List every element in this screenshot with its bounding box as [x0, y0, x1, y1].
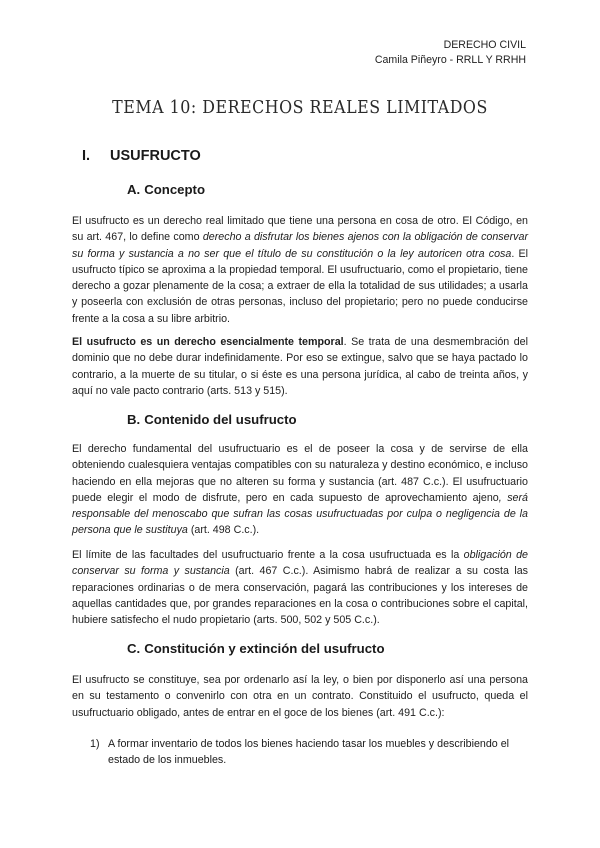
paragraph-concepto-2: [72, 334, 528, 399]
page-title: TEMA 10: DERECHOS REALES LIMITADOS: [112, 97, 488, 118]
text-run: . El usufructo típico se aproxima a la propiedad temporal. El usufructuario, como el propietario, tiene derecho a gozar plenamente de la cosa; a extraer de ella la totalidad de sus utilidades; a usarla y poseerla con exclusión de otras personas, incluso del propietario; pero no puede conducirse frente a la cosa a su libre arbitrio.: [72, 247, 528, 325]
list-item-number: 1): [90, 738, 100, 750]
subsection-heading-c: [127, 641, 385, 656]
subsection-letter: C.: [127, 641, 141, 656]
list-item-text: A formar inventario de todos los bienes haciendo tasar los muebles y describiendo el estado de los inmuebles.: [108, 738, 510, 767]
italic-run: obligación de conservar su forma y sustancia: [72, 549, 528, 578]
section-number: I.: [82, 148, 91, 164]
text-run: El derecho fundamental del usufructuario es el de poseer la cosa y de servirse de ella obteniendo cualesquiera ventajas compatibles con su naturaleza y destino económico, e incluso haciendo en ella mejoras que no alteren su forma y sustancia (art. 487 C.c.). El usufructuario puede elegir el modo de disfrute, pero en cada supuesto de aprovechamiento ajeno: [72, 443, 528, 504]
text-run: El usufructo se constituye, sea por ordenarlo así la ley, o bien por disponerlo así una persona en su testamento o convenirlo con otra en un contrato. Constituido el usufructo, queda el usufructuario obligado, antes de entrar en el goce de los bienes (art. 491 C.c.):: [72, 674, 528, 719]
subsection-heading-b: [127, 412, 297, 427]
bold-run: El usufructo es un derecho esencialmente temporal: [72, 336, 344, 348]
subsection-letter: A.: [127, 182, 141, 197]
author-line: Camila Piñeyro - RRLL Y RRHH: [374, 54, 526, 66]
paragraph-constitucion-1: [72, 672, 528, 721]
paragraph-contenido-1: [72, 441, 528, 539]
text-run: . Se trata de una desmembración del dominio que no debe durar indefinidamente. Por eso se extingue, salvo que se haya pactado lo contrario, a la muerte de su titular, o si éste es una persona jurídica, al cabo de treinta años, y aquí no vale pacto contrario (arts. 513 y 515).: [72, 336, 528, 397]
list-item: [90, 736, 528, 769]
subsection-title: Constitución y extinción del usufructo: [144, 641, 385, 656]
paragraph-contenido-2: [72, 547, 528, 628]
section-title: USUFRUCTO: [110, 148, 201, 164]
subsection-title: Contenido del usufructo: [144, 412, 297, 427]
subsection-letter: B.: [127, 412, 141, 427]
page-header: [375, 38, 526, 68]
text-run: (art. 467 C.c.). Asimismo habrá de realizar a su costa las reparaciones ordinarias o de mera conservación, pagará las contribuciones y los intereses de aquellas cantidades que, por grandes reparaciones en la cosa o contribuciones sobre el capital, hubiere satisfecho el nudo propietario (arts. 500, 502 y 505 C.c.).: [72, 565, 529, 627]
subsection-heading-a: [127, 182, 205, 197]
section-heading: [82, 148, 201, 164]
text-run: El usufructo es un derecho real limitado que tiene una persona en cosa de otro. El Código, en su art. 467, lo define como: [72, 215, 528, 244]
course-name: DERECHO CIVIL: [443, 39, 526, 51]
subsection-title: Concepto: [144, 182, 205, 197]
text-run: (art. 498 C.c.).: [187, 524, 260, 537]
text-run: El límite de las facultades del usufructuario frente a la cosa usufructuada es la: [72, 549, 464, 561]
paragraph-concepto-1: [72, 213, 528, 327]
italic-run: derecho a disfrutar los bienes ajenos con la obligación de conservar su forma y sustancia a no ser que el título de su constitución o la ley autoricen otra cosa: [72, 231, 529, 260]
italic-run: , será responsable del menoscabo que sufran las cosas usufructuadas por culpa o negligencia de la persona que le sustituya: [72, 491, 528, 537]
